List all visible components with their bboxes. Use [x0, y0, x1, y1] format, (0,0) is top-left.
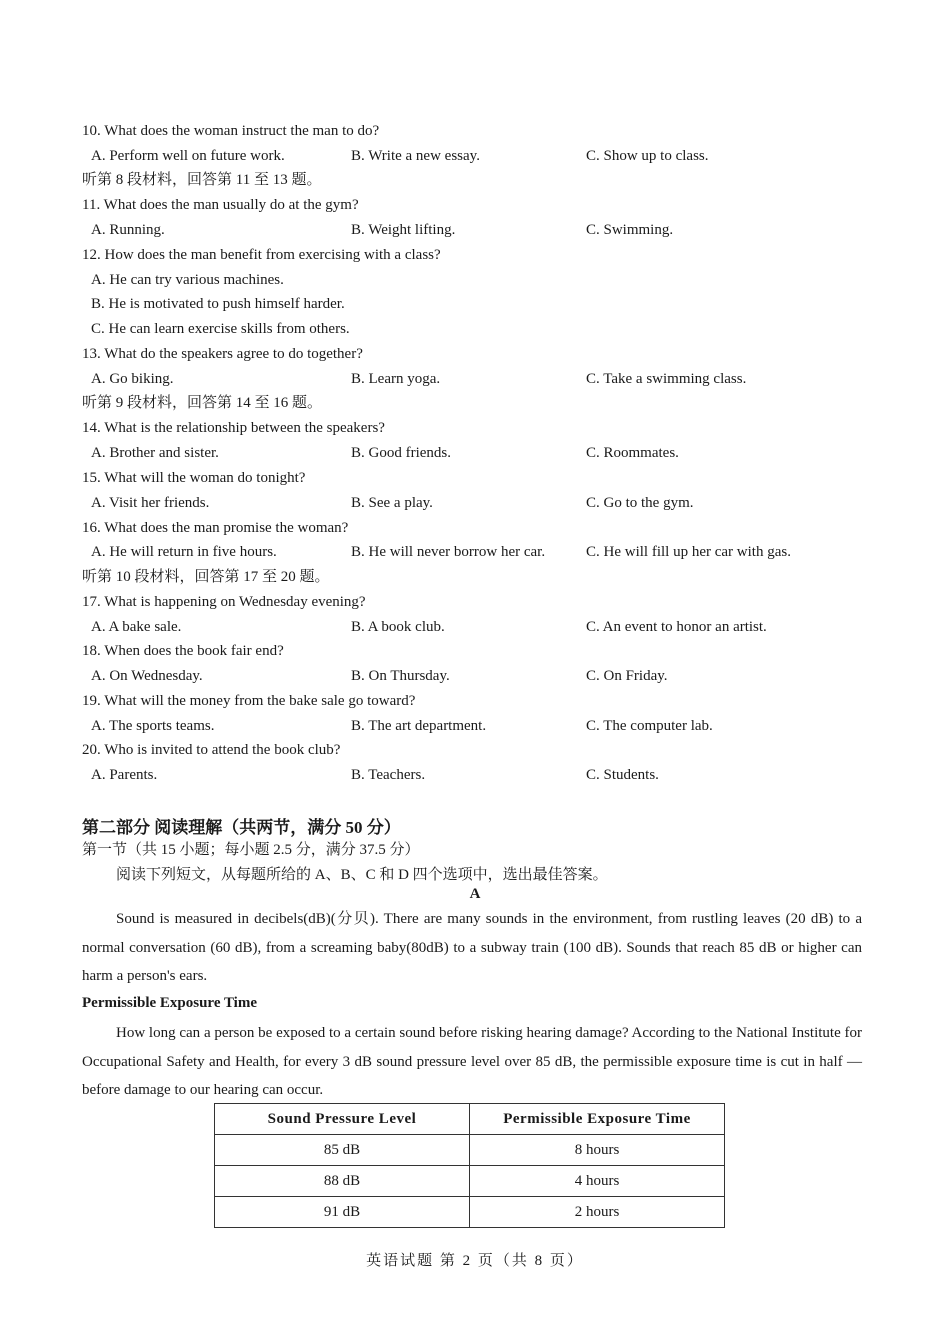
question-15: 15. What will the woman do tonight? [82, 470, 306, 486]
option-a: A. Brother and sister. [91, 445, 219, 461]
question-20: 20. Who is invited to attend the book club? [82, 742, 341, 758]
option-a: A. The sports teams. [91, 718, 215, 734]
option-c: C. Students. [586, 767, 659, 783]
option-c: C. He will fill up her car with gas. [586, 544, 791, 560]
paragraph-1: Sound is measured in decibels(dB)(分贝). There are many sounds in the environment, from rustling leaves (20 dB) to a normal conversation (60 dB), from a screaming baby(80dB) to a subway train (100 dB). Sounds that reach 85 dB or higher can harm a person's ears. [82, 911, 862, 984]
section-subtitle: Permissible Exposure Time [82, 995, 258, 1011]
option-c: C. On Friday. [586, 668, 668, 684]
option-a: A. A bake sale. [91, 619, 182, 635]
option-b: B. Good friends. [351, 445, 451, 461]
option-c: C. Go to the gym. [586, 495, 694, 511]
section-note: 听第 8 段材料，回答第 11 至 13 题。 [82, 172, 322, 188]
column-header: Permissible Exposure Time [470, 1104, 725, 1135]
passage-label: A [469, 886, 481, 902]
option-c: C. Swimming. [586, 222, 674, 238]
question-18: 18. When does the book fair end? [82, 643, 284, 659]
option-a: A. Perform well on future work. [91, 148, 285, 164]
section-heading: 第一节（共 15 小题；每小题 2.5 分，满分 37.5 分） [82, 842, 420, 858]
option-c: C. Show up to class. [586, 148, 709, 164]
question-13: 13. What do the speakers agree to do together? [82, 346, 363, 362]
option-b: B. Write a new essay. [351, 148, 480, 164]
page-footer: 英语试题 第 2 页（共 8 页） [366, 1253, 584, 1269]
part-heading: 第二部分 阅读理解（共两节，满分 50 分） [82, 818, 401, 837]
option-a: A. Go biking. [91, 371, 174, 387]
question-16: 16. What does the man promise the woman? [82, 520, 349, 536]
option-b: B. He is motivated to push himself harder. [91, 296, 345, 312]
option-b: B. Learn yoga. [351, 371, 441, 387]
option-b: B. On Thursday. [351, 668, 450, 684]
table-cell: 2 hours [470, 1197, 725, 1228]
section-note: 听第 10 段材料，回答第 17 至 20 题。 [82, 569, 330, 585]
option-a: A. He will return in five hours. [91, 544, 277, 560]
table-cell: 8 hours [470, 1135, 725, 1166]
option-b: B. See a play. [351, 495, 433, 511]
option-c: C. An event to honor an artist. [586, 619, 767, 635]
option-a: A. Visit her friends. [91, 495, 210, 511]
option-a: A. He can try various machines. [91, 272, 284, 288]
option-a: A. Parents. [91, 767, 158, 783]
question-11: 11. What does the man usually do at the gym? [82, 197, 359, 213]
exposure-table [214, 1103, 725, 1228]
instruction: 阅读下列短文，从每题所给的 A、B、C 和 D 四个选项中，选出最佳答案。 [116, 867, 608, 883]
table-cell: 91 dB [215, 1197, 470, 1228]
column-header: Sound Pressure Level [215, 1104, 470, 1135]
table-header-row [215, 1104, 725, 1135]
option-c: C. The computer lab. [586, 718, 713, 734]
question-14: 14. What is the relationship between the speakers? [82, 420, 385, 436]
table-row [215, 1135, 725, 1166]
question-10: 10. What does the woman instruct the man to do? [82, 123, 380, 139]
table-cell: 4 hours [470, 1166, 725, 1197]
table-row [215, 1166, 725, 1197]
option-b: B. A book club. [351, 619, 445, 635]
table-row [215, 1197, 725, 1228]
option-c: C. He can learn exercise skills from others. [91, 321, 350, 337]
question-12: 12. How does the man benefit from exercising with a class? [82, 247, 441, 263]
section-note: 听第 9 段材料，回答第 14 至 16 题。 [82, 395, 323, 411]
option-c: C. Take a swimming class. [586, 371, 747, 387]
table-cell: 88 dB [215, 1166, 470, 1197]
question-17: 17. What is happening on Wednesday evening? [82, 594, 366, 610]
option-b: B. The art department. [351, 718, 487, 734]
option-c: C. Roommates. [586, 445, 679, 461]
option-b: B. He will never borrow her car. [351, 544, 546, 560]
table-cell: 85 dB [215, 1135, 470, 1166]
paragraph-2: How long can a person be exposed to a certain sound before risking hearing damage? According to the National Institute for Occupational Safety and Health, for every 3 dB sound pressure level over 85 dB, the permissible exposure time is cut in half — before damage to our hearing can occur. [82, 1025, 862, 1098]
option-a: A. Running. [91, 222, 165, 238]
question-19: 19. What will the money from the bake sale go toward? [82, 693, 416, 709]
option-a: A. On Wednesday. [91, 668, 203, 684]
option-b: B. Weight lifting. [351, 222, 456, 238]
option-b: B. Teachers. [351, 767, 426, 783]
